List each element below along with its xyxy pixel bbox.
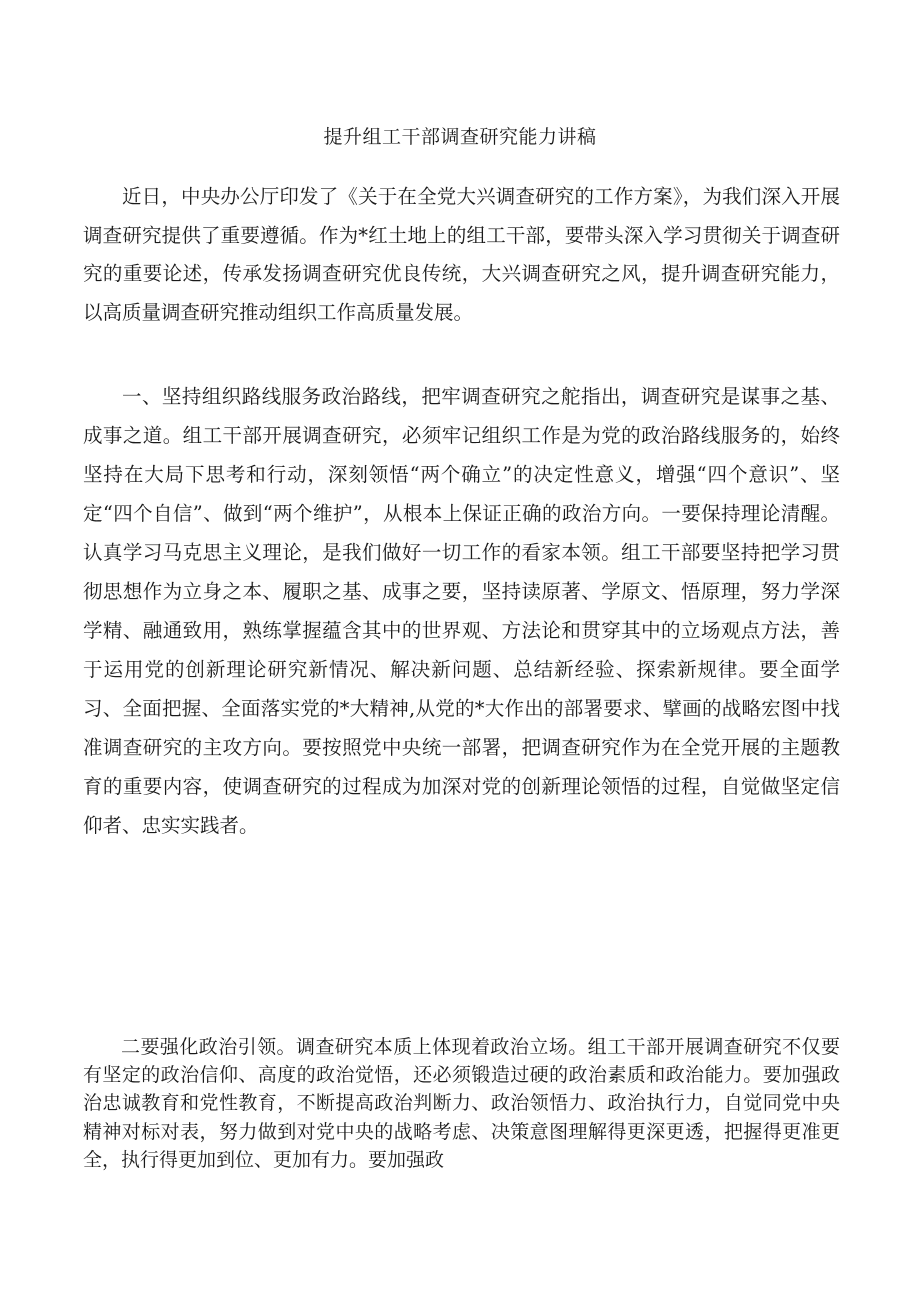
paragraph-intro: 近日，中央办公厅印发了《关于在全党大兴调查研究的工作方案》，为我们深入开展调查研究提供了重要遵循。作为*红土地上的组工干部，要带头深入学习贯彻关于调查研究的重要论述，传承发扬调查研究优良传统，大兴调查研究之风，提升调查研究能力，以高质量调查研究推动组织工作高质量发展。 — [83, 185, 840, 324]
paragraph-block-intro — [83, 178, 840, 332]
paragraph-block-section-one — [83, 377, 840, 845]
paragraph-section-one: 一、坚持组织路线服务政治路线，把牢调查研究之舵指出，调查研究是谋事之基、成事之道。组工干部开展调查研究，必须牢记组织工作是为党的政治路线服务的，始终坚持在大局下思考和行动，深刻领悟“两个确立”的决定性意义，增强“四个意识”、坚定“四个自信”、做到“两个维护”，从根本上保证正确的政治方向。一要保持理论清醒。认真学习马克思主义理论，是我们做好一切工作的看家本领。组工干部要坚持把学习贯彻思想作为立身之本、履职之基、成事之要，坚持读原著、学原文、悟原理，努力学深学精、融通致用，熟练掌握蕴含其中的世界观、方法论和贯穿其中的立场观点方法，善于运用党的创新理论研究新情况、解决新问题、总结新经验、探索新规律。要全面学习、全面把握、全面落实党的*大精神,从党的*大作出的部署要求、擘画的战略宏图中找准调查研究的主攻方向。要按照党中央统一部署，把调查研究作为在全党开展的主题教育的重要内容，使调查研究的过程成为加深对党的创新理论领悟的过程，自觉做坚定信仰者、忠实实践者。 — [83, 385, 840, 837]
document-title: 提升组工干部调查研究能力讲稿 — [323, 126, 597, 148]
paragraph-block-political-guidance — [83, 1033, 840, 1174]
paragraph-political-guidance: 二要强化政治引领。调查研究本质上体现着政治立场。组工干部开展调查研究不仅要有坚定的政治信仰、高度的政治觉悟，还必须锻造过硬的政治素质和政治能力。要加强政治忠诚教育和党性教育，不断提高政治判断力、政治领悟力、政治执行力，自觉同党中央精神对标对表，努力做到对党中央的战略考虑、决策意图理解得更深更透，把握得更准更全，执行得更加到位、更加有力。要加强政 — [83, 1036, 840, 1171]
